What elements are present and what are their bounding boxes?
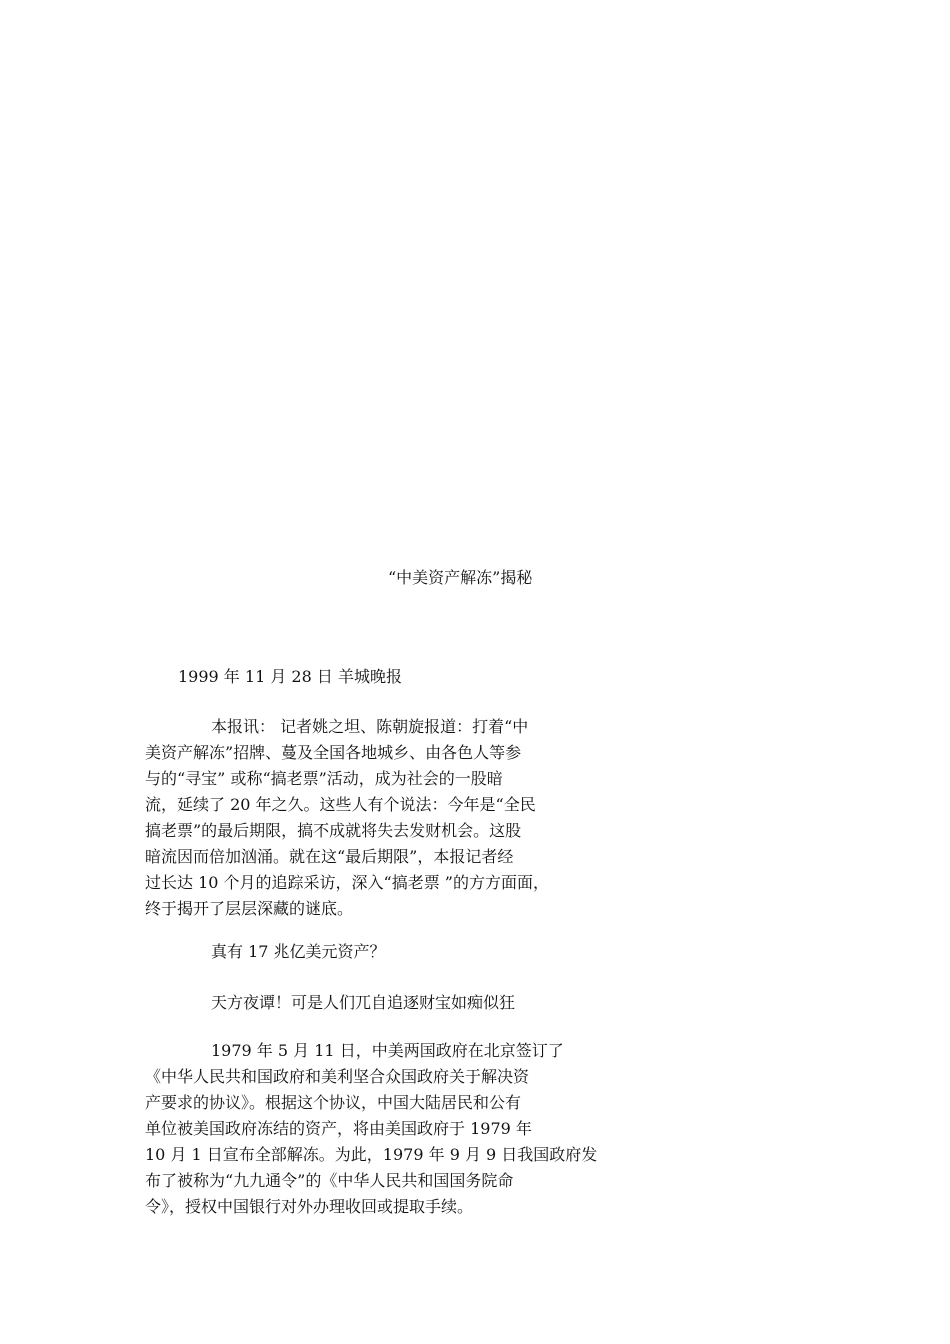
paragraph-line: 流，延续了 20 年之久。这些人有个说法：今年是“全民 [145, 795, 536, 814]
article-title: “中美资产解冻”揭秘 [388, 568, 533, 587]
paragraph-line: 令》，授权中国银行对外办理收回或提取手续。 [145, 1197, 474, 1216]
paragraph-line: 与的“寻宝” 或称“搞老票”活动，成为社会的一股暗 [145, 769, 503, 788]
paragraph-line: 《中华人民共和国政府和美利坚合众国政府关于解决资 [145, 1067, 530, 1086]
paragraph-line: 布了被称为“九九通令”的《中华人民共和国国务院命 [145, 1171, 514, 1190]
article-dateline: 1999 年 11 月 28 日 羊城晚报 [178, 667, 402, 686]
paragraph-line: 搞老票”的最后期限，搞不成就将失去发财机会。这股 [145, 821, 522, 840]
paragraph-agreement [145, 1038, 597, 1220]
paragraph-line: 暗流因而倍加汹涌。就在这“最后期限”，本报记者经 [145, 847, 514, 866]
paragraph-line: 本报讯： 记者姚之坦、陈朝旋报道：打着“中 [211, 717, 529, 736]
paragraph-line: 单位被美国政府冻结的资产，将由美国政府于 1979 年 [145, 1119, 532, 1138]
paragraph-line: 美资产解冻”招牌、蔓及全国各地城乡、由各色人等参 [145, 743, 522, 762]
paragraph-line: 10 月 1 日宣布全部解冻。为此，1979 年 9 月 9 日我国政府发 [145, 1145, 598, 1164]
paragraph-line: 产要求的协议》。根据这个协议，中国大陆居民和公有 [145, 1093, 522, 1112]
section-subheading: 真有 17 兆亿美元资产？ [211, 942, 386, 961]
section-subheading: 天方夜谭！可是人们兀自追逐财宝如痴似狂 [211, 993, 516, 1012]
paragraph-intro [145, 714, 549, 922]
paragraph-line: 终于揭开了层层深藏的谜底。 [145, 899, 354, 918]
paragraph-line: 1979 年 5 月 11 日，中美两国政府在北京签订了 [211, 1041, 564, 1060]
paragraph-line: 过长达 10 个月的追踪采访，深入“搞老票 ”的方方面面， [145, 873, 549, 892]
